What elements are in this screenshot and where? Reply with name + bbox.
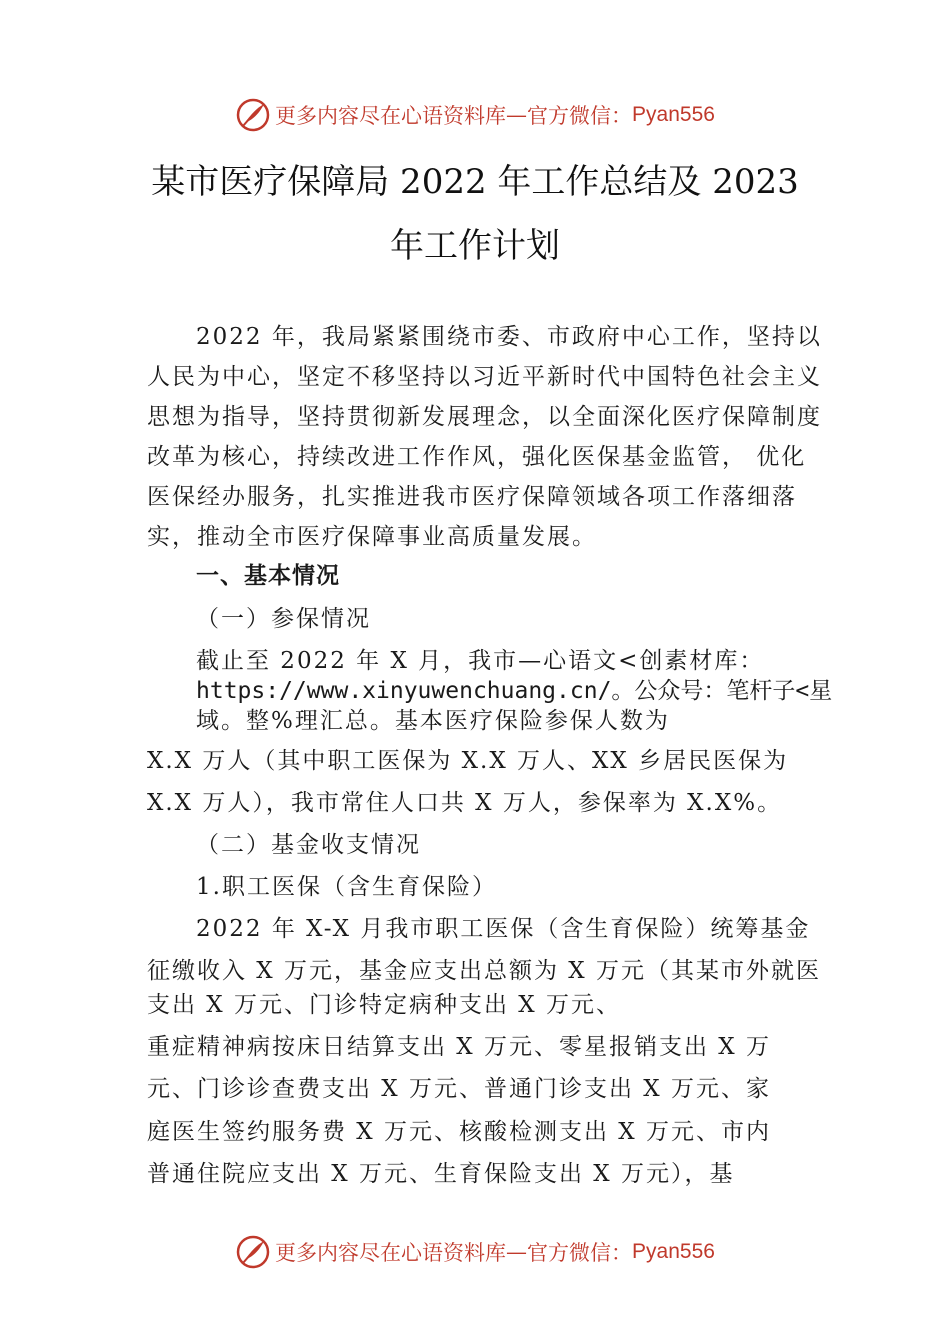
fund-line: 元、门诊诊查费支出 X 万元、普通门诊支出 X 万元、家 [147, 1076, 771, 1102]
intro-line: 实，推动全市医疗保障事业高质量发展。 [147, 524, 597, 550]
fund-line: 支出 X 万元、门诊特定病种支出 X 万元、 [147, 992, 621, 1018]
watermark-site-text: 更多内容尽在心语资料库 [275, 1241, 507, 1265]
watermark-wechat-label: 官方微信： [527, 104, 633, 128]
subsection-heading-fund: （二）基金收支情况 [196, 832, 421, 858]
watermark-wechat-id: Pyan556 [632, 1240, 715, 1263]
intro-line: 改革为核心，持续改进工作作风，强化医保基金监管， 优化 [147, 444, 807, 470]
intro-line: 2022 年，我局紧紧围绕市委、市政府中心工作，坚持以 [196, 324, 822, 350]
intro-line: 人民为中心，坚定不移坚持以习近平新时代中国特色社会主义 [147, 364, 822, 390]
fund-line: 2022 年 X-X 月我市职工医保（含生育保险）统筹基金 [196, 916, 811, 942]
fund-line: 普通住院应支出 X 万元、生育保险支出 X 万元），基 [147, 1161, 735, 1187]
watermark-site-text: 更多内容尽在心语资料库 [275, 104, 507, 128]
feather-circle-logo-icon [235, 97, 271, 133]
footer-watermark [0, 1230, 950, 1274]
section-heading-basic-situation: 一、基本情况 [196, 562, 340, 589]
watermark-wechat-label: 官方微信： [527, 1241, 633, 1265]
intro-line: 医保经办服务，扎实推进我市医疗保障领域各项工作落细落 [147, 484, 797, 510]
watermark-dash: — [506, 103, 528, 127]
coverage-line: 截止至 2022 年 X 月，我市—心语文<创素材库： [196, 648, 765, 674]
coverage-line: X.X 万人），我市常住人口共 X 万人，参保率为 X.X%。 [147, 790, 783, 816]
watermark-wechat-id: Pyan556 [632, 103, 715, 126]
coverage-line: 域。整%理汇总。基本医疗保险参保人数为 [196, 708, 670, 734]
coverage-line: X.X 万人（其中职工医保为 X.X 万人、XX 乡居民医保为 [147, 748, 789, 774]
feather-circle-logo-icon [235, 1234, 271, 1270]
coverage-line: https://www.xinyuwenchuang.cn/。公众号：笔杆子<星 [196, 678, 833, 704]
item-heading-employee-insurance: 1.职工医保（含生育保险） [196, 874, 497, 900]
subsection-heading-coverage: （一）参保情况 [196, 606, 371, 632]
fund-line: 征缴收入 X 万元，基金应支出总额为 X 万元（其某市外就医 [147, 958, 821, 984]
header-watermark [0, 93, 950, 137]
intro-line: 思想为指导，坚持贯彻新发展理念，以全面深化医疗保障制度 [147, 404, 822, 430]
watermark-dash: — [506, 1240, 528, 1264]
fund-line: 庭医生签约服务费 X 万元、核酸检测支出 X 万元、市内 [147, 1119, 771, 1145]
document-title-line-1: 某市医疗保障局 2022 年工作总结及 2023 [151, 162, 799, 202]
fund-line: 重症精神病按床日结算支出 X 万元、零星报销支出 X 万 [147, 1034, 771, 1060]
document-title-line-2: 年工作计划 [390, 226, 560, 266]
